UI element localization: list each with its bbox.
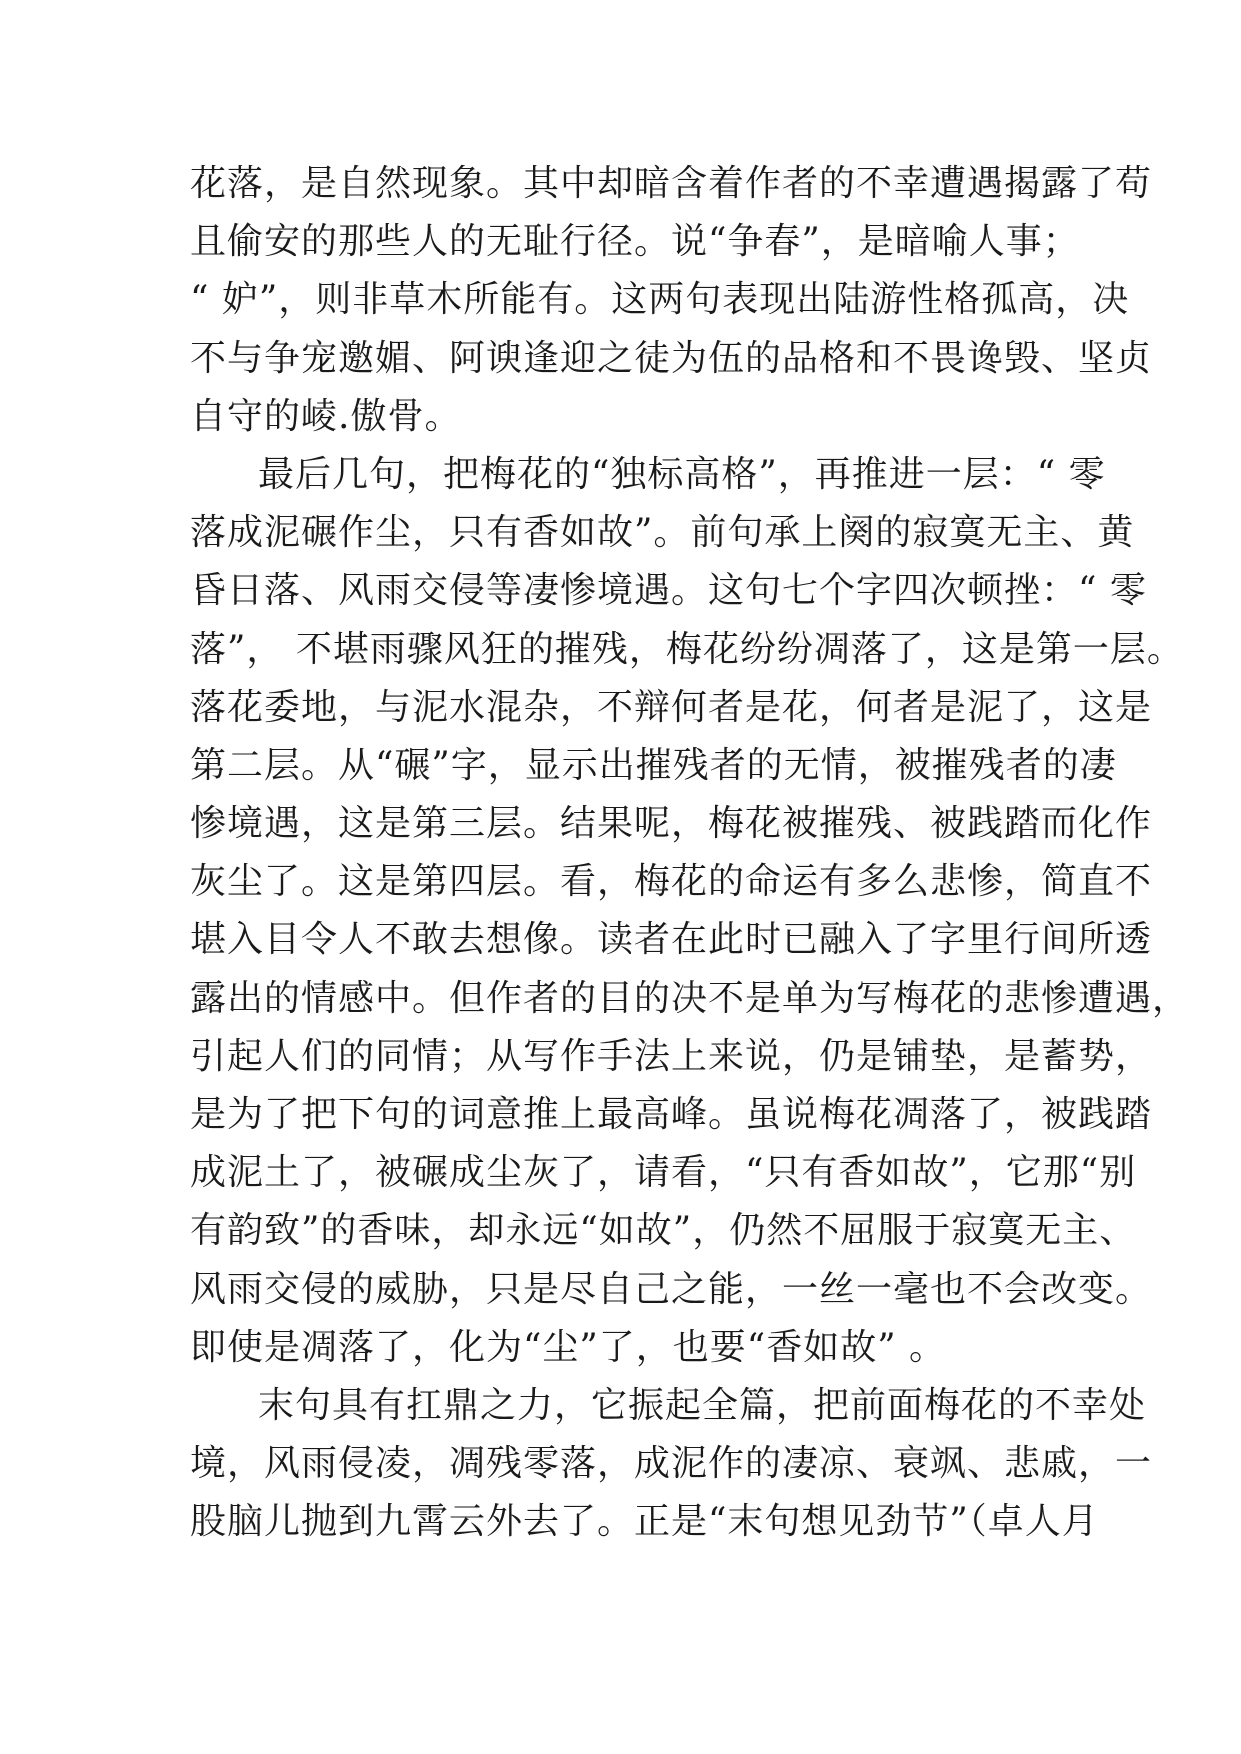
text-line: 且偷安的那些人的无耻行径。说“争春”，是暗喻人事； <box>190 221 1080 263</box>
text-line: 惨境遇，这是第三层。结果呢，梅花被摧残、被践踏而化作 <box>190 803 1153 845</box>
text-line: 昏日落、风雨交侵等凄惨境遇。这句七个字四次顿挫：“ 零 <box>190 570 1147 612</box>
text-line: 花落，是自然现象。其中却暗含着作者的不幸遭遇揭露了苟 <box>190 163 1153 204</box>
text-line-paragraph-start: 最后几句，把梅花的“独标高格”，再推进一层：“ 零 <box>258 453 1106 495</box>
text-line: 堪入目令人不敢去想像。读者在此时已融入了字里行间所透 <box>190 919 1153 961</box>
text-line: 风雨交侵的威胁，只是尽自己之能，一丝一毫也不会改变。 <box>190 1268 1153 1310</box>
text-line: 境，风雨侵凌，凋残零落，成泥作的凄凉、衰飒、悲戚，一 <box>190 1443 1153 1485</box>
text-line: 灰尘了。这是第四层。看，梅花的命运有多么悲惨，简直不 <box>190 861 1153 903</box>
text-line: 有韵致”的香味，却永远“如故”，仍然不屈服于寂寞无主、 <box>190 1210 1137 1252</box>
text-line: 落花委地，与泥水混杂，不辩何者是花，何者是泥了，这是 <box>190 686 1153 728</box>
text-line: “ 妒”，则非草木所能有。这两句表现出陆游性格孤高，决 <box>190 279 1130 321</box>
text-line: 引起人们的同情；从写作手法上来说，仍是铺垫，是蓄势， <box>190 1035 1153 1077</box>
text-line: 股脑儿抛到九霄云外去了。正是“末句想见劲节”（卓人月 <box>190 1501 1099 1543</box>
text-line: 是为了把下句的词意推上最高峰。虽说梅花凋落了，被践踏 <box>190 1094 1153 1135</box>
text-line-paragraph-start: 末句具有扛鼎之力，它振起全篇，把前面梅花的不幸处 <box>258 1384 1147 1426</box>
article-body <box>190 155 1190 1552</box>
text-line-paragraph-end: 即使是凋落了，化为“尘”了，也要“香如故” 。 <box>190 1326 947 1368</box>
text-line-paragraph-end: 自守的崚.傲骨。 <box>190 395 462 437</box>
text-line: 落成泥碾作尘，只有香如故”。前句承上阕的寂寞无主、黄 <box>190 512 1135 554</box>
text-line: 落”， 不堪雨骤风狂的摧残，梅花纷纷凋落了，这是第一层。 <box>190 628 1184 670</box>
text-line: 第二层。从“碾”字，显示出摧残者的无情，被摧残者的凄 <box>190 744 1117 786</box>
text-line: 不与争宠邀媚、阿谀逢迎之徒为伍的品格和不畏谗毁、坚贞 <box>190 337 1153 379</box>
text-line: 成泥土了，被碾成尘灰了，请看，“只有香如故”，它那“别 <box>190 1152 1137 1194</box>
text-line: 露出的情感中。但作者的目的决不是单为写梅花的悲惨遭遇， <box>190 977 1190 1019</box>
